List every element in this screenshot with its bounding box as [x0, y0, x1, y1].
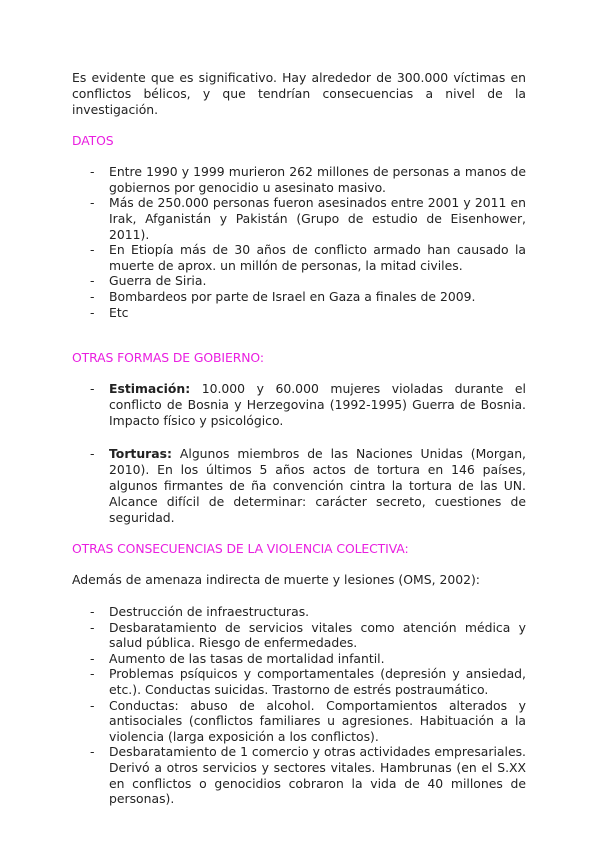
list-item: - Más de 250.000 personas fueron asesinados entre 2001 y 2011 en Irak, Afganistán y Pakistán (Grupo de estudio de Eisenhower, 2011). — [90, 195, 526, 242]
consecuencias-list — [72, 604, 526, 807]
consecuencias-intro: Además de amenaza indirecta de muerte y lesiones (OMS, 2002): — [72, 571, 480, 587]
list-item: - Etc — [90, 304, 129, 320]
list-item: - Torturas: Algunos miembros de las Naciones Unidas (Morgan, 2010). En los últimos 5 años actos de tortura en 146 países, algunos firmantes de ña convención cintra la tortura de las UN. Alcance difícil de determinar: carácter secreto, cuestiones de seguridad. — [90, 445, 526, 525]
list-item: - Entre 1990 y 1999 murieron 262 millones de personas a manos de gobiernos por genocidio u asesinato masivo. — [90, 164, 526, 195]
list-item: - Desbaratamiento de 1 comercio y otras actividades empresariales. Derivó a otros servicios y sectores vitales. Hambrunas (en el S.XX en conflictos o genocidios cobraron la vida de 40 millones de personas). — [90, 744, 526, 807]
list-item: - Destrucción de infraestructuras. — [90, 604, 310, 620]
datos-list — [72, 164, 526, 320]
heading-otras-formas: OTRAS FORMAS DE GOBIERNO: — [72, 350, 264, 366]
list-item: - Problemas psíquicos y comportamentales (depresión y ansiedad, etc.). Conductas suicidas. Trastorno de estrés postraumático. — [90, 666, 526, 698]
list-item: - Bombardeos por parte de Israel en Gaza a finales de 2009. — [90, 289, 476, 305]
list-item: - Conductas: abuso de alcohol. Comportamientos alterados y antisociales (conflictos familiares u agresiones. Habituación a la violencia (larga exposición a los conflictos). — [90, 697, 526, 744]
list-item: - En Etiopía más de 30 años de conflicto armado han causado la muerte de aprox. un millón de personas, la mitad civiles. — [90, 242, 526, 273]
heading-datos: DATOS — [72, 133, 114, 149]
document-page — [72, 70, 526, 807]
spacer — [72, 430, 526, 446]
heading-otras-consecuencias: OTRAS CONSECUENCIAS DE LA VIOLENCIA COLECTIVA: — [72, 540, 409, 556]
list-item: - Aumento de las tasas de mortalidad infantil. — [90, 650, 385, 666]
intro-paragraph: Es evidente que es significativo. Hay alrededor de 300.000 víctimas en conflictos bélicos, y que tendrían consecuencias a nivel de la investigación. — [72, 70, 526, 118]
list-item: - Estimación: 10.000 y 60.000 mujeres violadas durante el conflicto de Bosnia y Herzegovina (1992-1995) Guerra de Bosnia. Impacto físico y psicológico. — [90, 381, 526, 429]
list-item: - Guerra de Siria. — [90, 273, 207, 289]
item-label: Estimación: — [109, 381, 191, 397]
list-item: - Desbaratamiento de servicios vitales como atención médica y salud pública. Riesgo de enfermedades. — [90, 619, 526, 651]
item-label: Torturas: — [109, 445, 172, 461]
otras-formas-list — [72, 381, 526, 526]
